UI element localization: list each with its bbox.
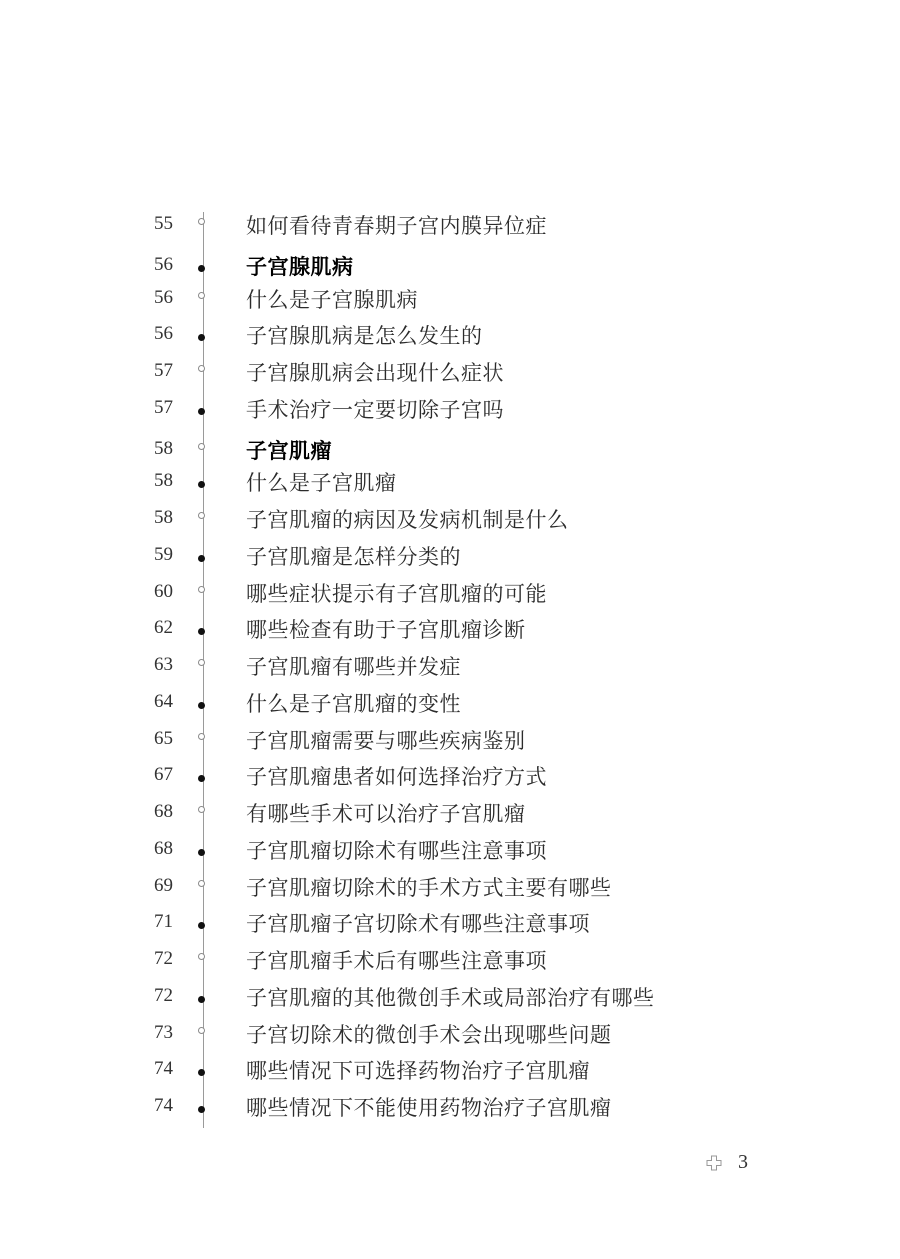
- filled-dot-icon: [198, 702, 205, 709]
- toc-entry-title: 哪些检查有助于子宫肌瘤诊断: [246, 618, 526, 643]
- toc-page-number: 62: [154, 617, 173, 639]
- hollow-dot-icon: [198, 1027, 205, 1034]
- toc-entry-title: 哪些情况下不能使用药物治疗子宫肌瘤: [246, 1096, 612, 1120]
- toc-page-number: 73: [154, 1021, 173, 1043]
- hollow-dot-icon: [198, 512, 205, 519]
- toc-entry-title: 哪些症状提示有子宫肌瘤的可能: [246, 581, 547, 606]
- toc-section-title: 子宫腺肌病: [246, 254, 354, 279]
- toc-page-number: 74: [154, 1095, 173, 1116]
- toc-page-number: 67: [154, 764, 173, 786]
- toc-entry-title: 哪些情况下可选择药物治疗子宫肌瘤: [246, 1059, 590, 1084]
- toc-entry-title: 子宫肌瘤的病因及发病机制是什么: [246, 508, 569, 532]
- hollow-dot-icon: [198, 953, 205, 960]
- filled-dot-icon: [198, 334, 205, 341]
- toc-entry-row[interactable]: [0, 391, 900, 428]
- toc-entry-title: 子宫肌瘤切除术有哪些注意事项: [246, 838, 547, 863]
- toc-page-number: 57: [154, 396, 173, 418]
- filled-dot-icon: [198, 408, 205, 415]
- toc-entry-title: 子宫肌瘤子宫切除术有哪些注意事项: [246, 912, 590, 937]
- hollow-dot-icon: [198, 586, 205, 593]
- filled-dot-icon: [198, 996, 205, 1003]
- toc-entry-row[interactable]: [0, 905, 900, 942]
- toc-entry-title: 子宫腺肌病是怎么发生的: [246, 324, 483, 349]
- toc-entry-title: 子宫肌瘤手术后有哪些注意事项: [246, 949, 547, 973]
- hollow-dot-icon: [198, 443, 205, 450]
- toc-entry-row[interactable]: [0, 869, 900, 906]
- toc-entry-row[interactable]: [0, 501, 900, 538]
- toc-entry-row[interactable]: [0, 354, 900, 391]
- toc-entry-row[interactable]: [0, 538, 900, 575]
- toc-page-number: 58: [154, 437, 173, 459]
- toc-entry-row[interactable]: [0, 207, 900, 244]
- filled-dot-icon: [198, 555, 205, 562]
- toc-entry-title: 子宫肌瘤患者如何选择治疗方式: [246, 765, 547, 790]
- toc-entry-row[interactable]: [0, 1052, 900, 1089]
- toc-entry-title: 子宫切除术的微创手术会出现哪些问题: [246, 1022, 612, 1047]
- filled-dot-icon: [198, 265, 205, 272]
- toc-page-number: 55: [154, 213, 173, 234]
- filled-dot-icon: [198, 775, 205, 782]
- hollow-dot-icon: [198, 365, 205, 372]
- toc-entry-title: 子宫肌瘤需要与哪些疾病鉴别: [246, 728, 526, 753]
- toc-page-number: 56: [154, 323, 173, 345]
- toc-entry-title: 什么是子宫肌瘤: [246, 471, 397, 496]
- toc-page-number: 68: [154, 837, 173, 859]
- hollow-dot-icon: [198, 292, 205, 299]
- toc-section-title: 子宫肌瘤: [246, 438, 332, 463]
- toc-page-number: 72: [154, 984, 173, 1006]
- cross-outline-icon: [706, 1155, 722, 1171]
- toc-entry-title: 子宫腺肌病会出现什么症状: [246, 361, 504, 385]
- toc-entry-row[interactable]: [0, 942, 900, 979]
- toc-page-number: 60: [154, 580, 173, 602]
- toc-entry-title: 如何看待青春期子宫内膜异位症: [246, 214, 547, 238]
- hollow-dot-icon: [198, 218, 205, 225]
- hollow-dot-icon: [198, 733, 205, 740]
- toc-entry-title: 子宫肌瘤切除术的手术方式主要有哪些: [246, 875, 612, 900]
- toc-page-number: 71: [154, 911, 173, 933]
- hollow-dot-icon: [198, 806, 205, 813]
- toc-entry-row[interactable]: [0, 611, 900, 648]
- toc-entry-row[interactable]: [0, 575, 900, 612]
- toc-page-number: 65: [154, 727, 173, 749]
- toc-page-number: 57: [154, 360, 173, 381]
- toc-page-number: 72: [154, 948, 173, 969]
- toc-entry-row[interactable]: [0, 832, 900, 869]
- toc-entry-title: 什么是子宫肌瘤的变性: [246, 691, 461, 716]
- toc-entry-title: 子宫肌瘤的其他微创手术或局部治疗有哪些: [246, 985, 655, 1010]
- toc-page-number: 74: [154, 1058, 173, 1080]
- toc-entry-title: 什么是子宫腺肌病: [246, 287, 418, 312]
- filled-dot-icon: [198, 922, 205, 929]
- toc-entry-title: 有哪些手术可以治疗子宫肌瘤: [246, 802, 526, 826]
- toc-page-number: 58: [154, 507, 173, 528]
- toc-entry-row[interactable]: [0, 648, 900, 685]
- toc-entry-title: 子宫肌瘤是怎样分类的: [246, 544, 461, 569]
- page-number: 3: [738, 1151, 748, 1173]
- toc-entry-title: 子宫肌瘤有哪些并发症: [246, 655, 461, 679]
- toc-page-number: 68: [154, 801, 173, 822]
- toc-entry-row[interactable]: [0, 795, 900, 832]
- filled-dot-icon: [198, 849, 205, 856]
- toc-page-number: 56: [154, 253, 173, 275]
- filled-dot-icon: [198, 628, 205, 635]
- filled-dot-icon: [198, 1069, 205, 1076]
- hollow-dot-icon: [198, 880, 205, 887]
- toc-entry-row[interactable]: [0, 281, 900, 318]
- toc-entry-row[interactable]: [0, 979, 900, 1016]
- toc-page-number: 59: [154, 543, 173, 565]
- toc-entry-title: 手术治疗一定要切除子宫吗: [246, 397, 504, 422]
- toc-entry-row[interactable]: [0, 1016, 900, 1053]
- toc-page-number: 64: [154, 690, 173, 712]
- toc-page-number: 58: [154, 470, 173, 492]
- toc-page-number: 63: [154, 654, 173, 675]
- toc-page-number: 56: [154, 286, 173, 308]
- toc-entry-row[interactable]: [0, 317, 900, 354]
- toc-entry-row[interactable]: [0, 1089, 900, 1126]
- toc-page-number: 69: [154, 874, 173, 896]
- toc-section-row[interactable]: [0, 432, 900, 469]
- toc-section-row[interactable]: [0, 248, 900, 285]
- filled-dot-icon: [198, 481, 205, 488]
- toc-entry-row[interactable]: [0, 685, 900, 722]
- toc-entry-row[interactable]: [0, 758, 900, 795]
- filled-dot-icon: [198, 1106, 205, 1113]
- toc-entry-row[interactable]: [0, 722, 900, 759]
- hollow-dot-icon: [198, 659, 205, 666]
- toc-entry-row[interactable]: [0, 464, 900, 501]
